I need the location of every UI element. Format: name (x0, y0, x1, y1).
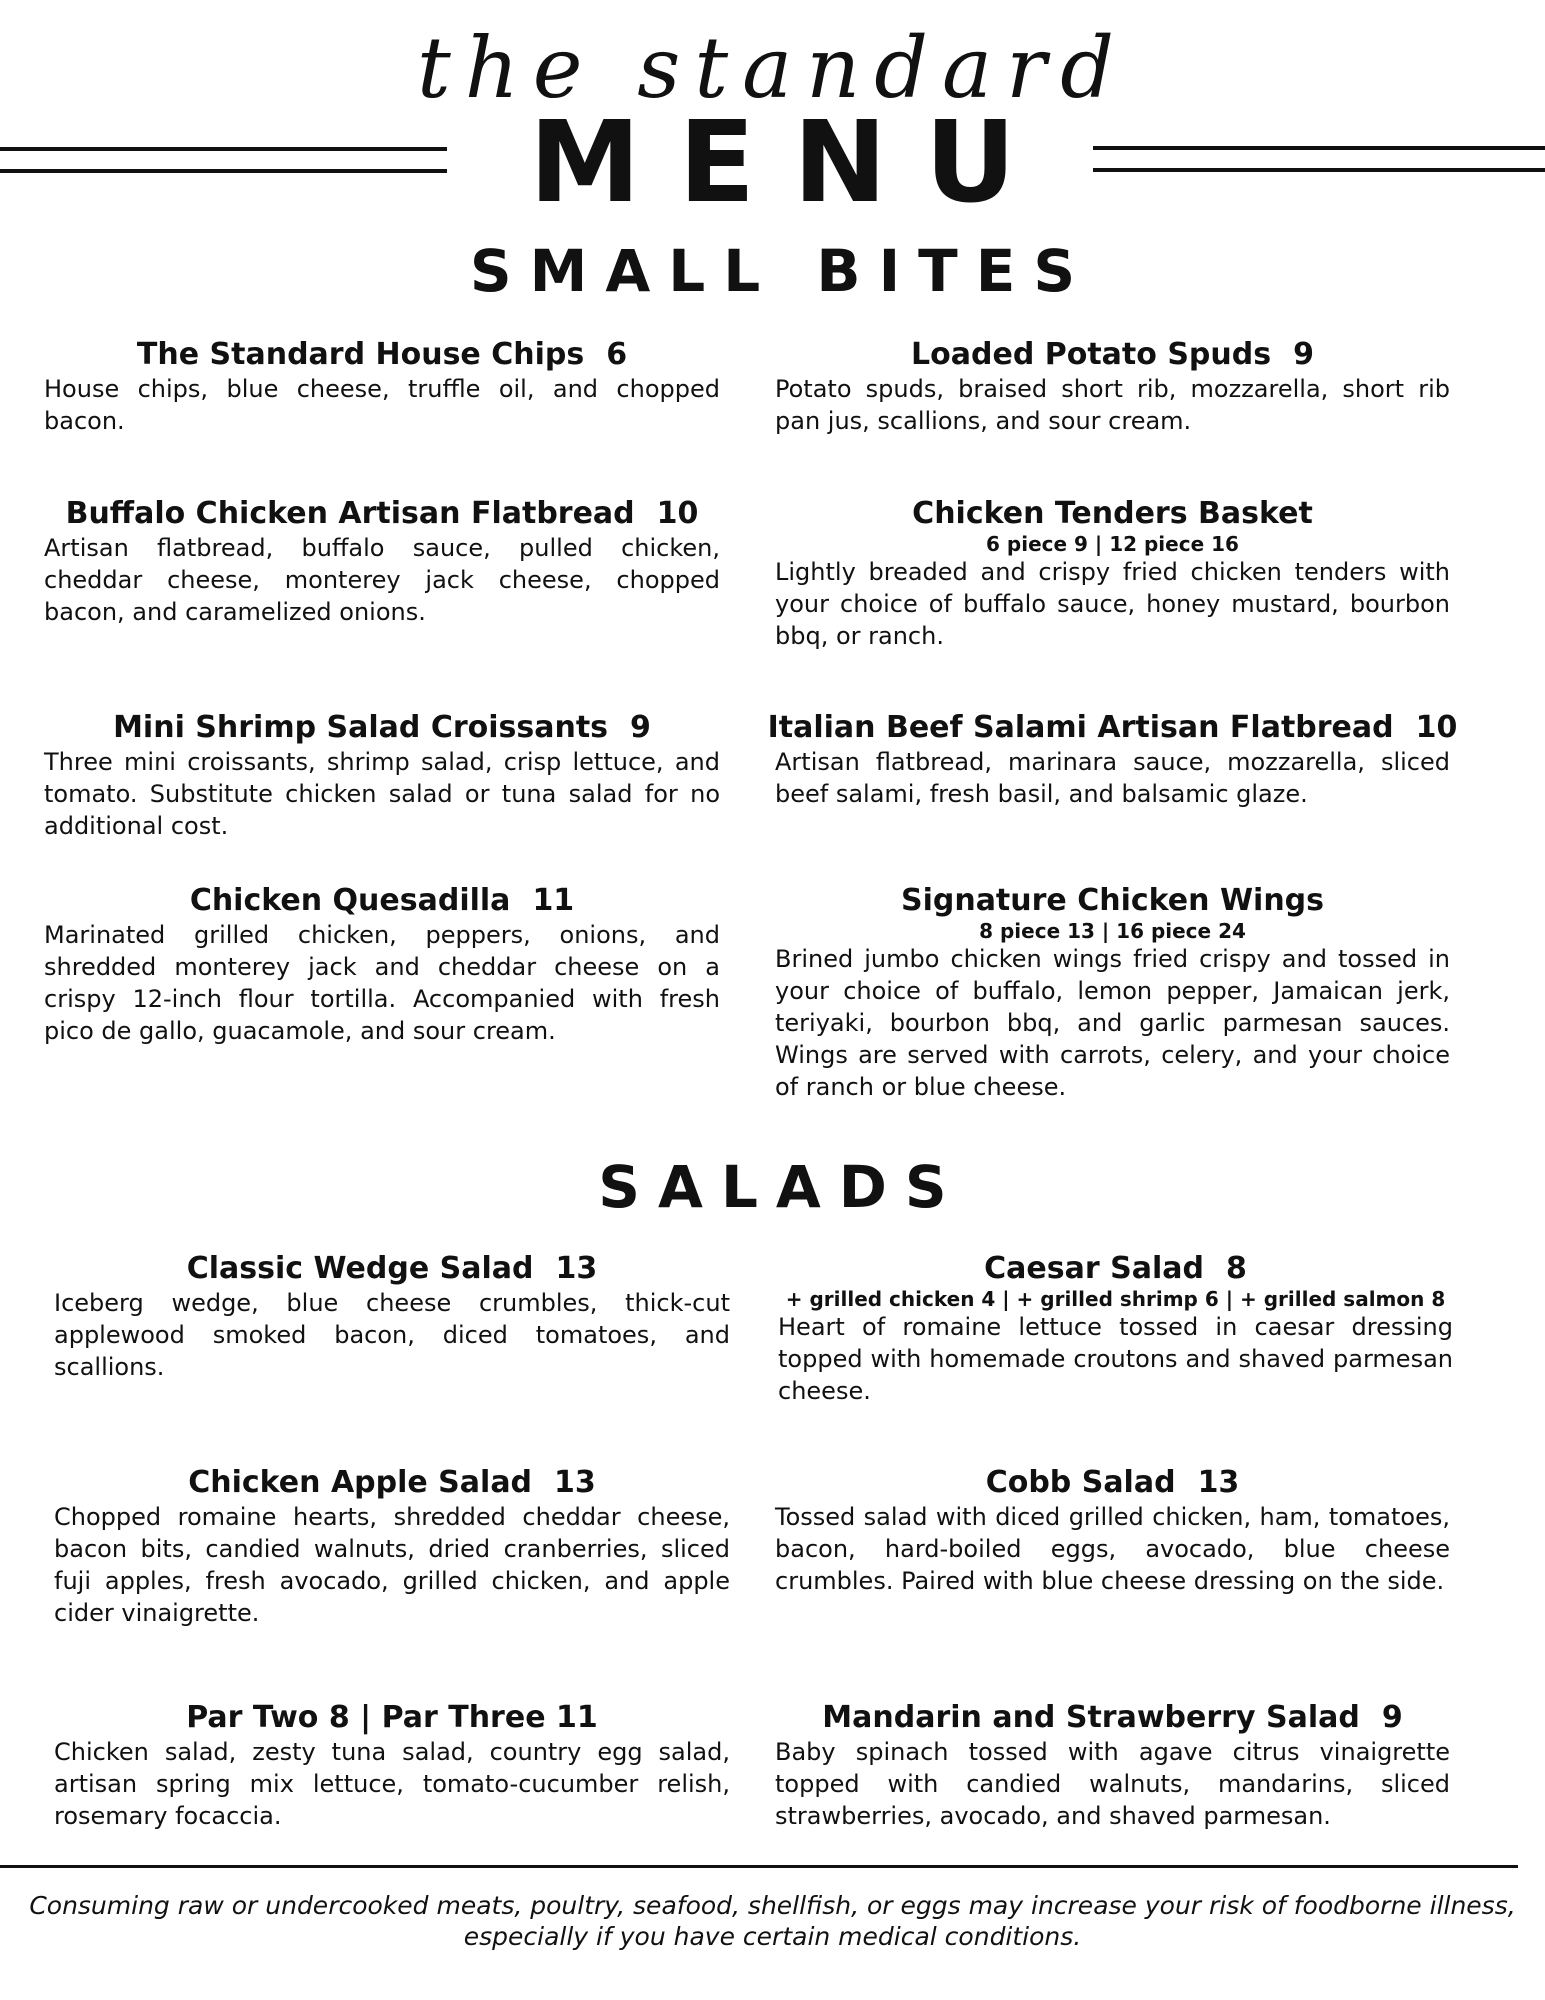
item-portions: 6 piece 9 | 12 piece 16 (986, 532, 1239, 556)
item-name: Caesar Salad 8 (984, 1251, 1247, 1286)
item-name: Chicken Tenders Basket (912, 496, 1313, 531)
item-price: 8 (1225, 1251, 1247, 1286)
item-name: Italian Beef Salami Artisan Flatbread 10 (767, 710, 1458, 745)
item-price: 13 (1197, 1465, 1240, 1500)
item-name: Signature Chicken Wings (900, 883, 1325, 918)
item-name: Par Two 8 | Par Three 11 (186, 1700, 598, 1735)
item-description: Heart of romaine lettuce tossed in caesar dressing topped with homemade croutons and shaved parmesan cheese. (778, 1313, 1453, 1405)
item-description: Baby spinach tossed with agave citrus vinaigrette topped with candied walnuts, mandarins, sliced strawberries, avocado, and shaved parmesan. (775, 1738, 1450, 1830)
item-name: Cobb Salad 13 (985, 1465, 1240, 1500)
item-description: Chopped romaine hearts, shredded cheddar cheese, bacon bits, candied walnuts, dried cranberries, sliced fuji apples, fresh avocado, grilled chicken, and apple cider vinaigrette. (54, 1503, 730, 1627)
item-name: Chicken Quesadilla 11 (189, 883, 575, 918)
right-divider (1093, 146, 1545, 172)
item-description: Lightly breaded and crispy fried chicken tenders with your choice of buffalo sauce, honey mustard, bourbon bbq, or ranch. (775, 558, 1450, 650)
item-description: Brined jumbo chicken wings fried crispy and tossed in your choice of buffalo, lemon pepper, Jamaican jerk, teriyaki, bourbon bbq, and garlic parmesan sauces. Wings are served with carrots, celery, and your choice of ranch or blue cheese. (775, 945, 1450, 1101)
item-price: 10 (1415, 710, 1458, 745)
item-price: 9 (630, 710, 651, 745)
item-description: House chips, blue cheese, truffle oil, and chopped bacon. (44, 375, 720, 435)
item-addons: + grilled chicken 4 | + grilled shrimp 6 | + grilled salmon 8 (785, 1287, 1446, 1311)
item-price: 13 (555, 1251, 598, 1286)
salads-heading: SALADS (598, 1153, 965, 1221)
item-price: 6 (606, 337, 628, 372)
menu-item (44, 337, 720, 437)
item-price: 11 (532, 883, 575, 918)
menu-item (778, 1251, 1453, 1407)
menu-item (44, 710, 720, 842)
menu-item (775, 496, 1450, 652)
item-description: Chicken salad, zesty tuna salad, country egg salad, artisan spring mix lettuce, tomato-cucumber relish, rosemary focaccia. (54, 1738, 730, 1830)
menu-item (775, 337, 1450, 437)
item-description: Artisan flatbread, marinara sauce, mozzarella, sliced beef salami, fresh basil, and balsamic glaze. (775, 748, 1450, 808)
item-portions: 8 piece 13 | 16 piece 24 (979, 919, 1246, 943)
item-name: Classic Wedge Salad 13 (186, 1251, 598, 1286)
item-name: The Standard House Chips 6 (136, 337, 628, 372)
item-name: Mandarin and Strawberry Salad 9 (822, 1700, 1403, 1735)
script-title: the standard (416, 19, 1129, 117)
menu-item (767, 710, 1458, 810)
item-price: 9 (1381, 1700, 1403, 1735)
item-price: 13 (554, 1465, 596, 1500)
item-description: Tossed salad with diced grilled chicken, ham, tomatoes, bacon, hard-boiled eggs, avocado, blue cheese crumbles. Paired with blue cheese dressing on the side. (775, 1503, 1450, 1595)
menu-item (775, 1465, 1450, 1597)
item-description: Marinated grilled chicken, peppers, onions, and shredded monterey jack and cheddar cheese on a crispy 12-inch flour tortilla. Accompanied with fresh pico de gallo, guacamole, and sour cream. (44, 921, 720, 1045)
menu-item (775, 883, 1450, 1103)
footer-divider (0, 1865, 1518, 1868)
menu-item (54, 1700, 730, 1832)
menu-item (44, 496, 720, 628)
item-name: Mini Shrimp Salad Croissants 9 (113, 710, 651, 745)
small-bites-heading: SMALL BITES (469, 237, 1094, 305)
item-name: Buffalo Chicken Artisan Flatbread 10 (65, 496, 699, 531)
item-description: Three mini croissants, shrimp salad, crisp lettuce, and tomato. Substitute chicken salad or tuna salad for no additional cost. (44, 748, 720, 840)
health-disclaimer: Consuming raw or undercooked meats, poultry, seafood, shellfish, or eggs may increase your risk of foodborne illness, especially if you have certain medical conditions. (29, 1891, 1516, 1951)
item-price: 10 (656, 496, 699, 531)
menu-item (775, 1700, 1450, 1832)
item-description: Potato spuds, braised short rib, mozzarella, short rib pan jus, scallions, and sour cream. (775, 375, 1450, 435)
item-name: Loaded Potato Spuds 9 (911, 337, 1314, 372)
item-description: Artisan flatbread, buffalo sauce, pulled chicken, cheddar cheese, monterey jack cheese, chopped bacon, and caramelized onions. (44, 534, 720, 626)
menu-title: MENU (529, 98, 1054, 228)
menu-item (44, 883, 720, 1047)
item-name: Chicken Apple Salad 13 (188, 1465, 596, 1500)
item-price: 9 (1293, 337, 1314, 372)
menu-item (54, 1251, 730, 1383)
menu-item (54, 1465, 730, 1629)
item-description: Iceberg wedge, blue cheese crumbles, thick-cut applewood smoked bacon, diced tomatoes, and scallions. (54, 1289, 730, 1381)
